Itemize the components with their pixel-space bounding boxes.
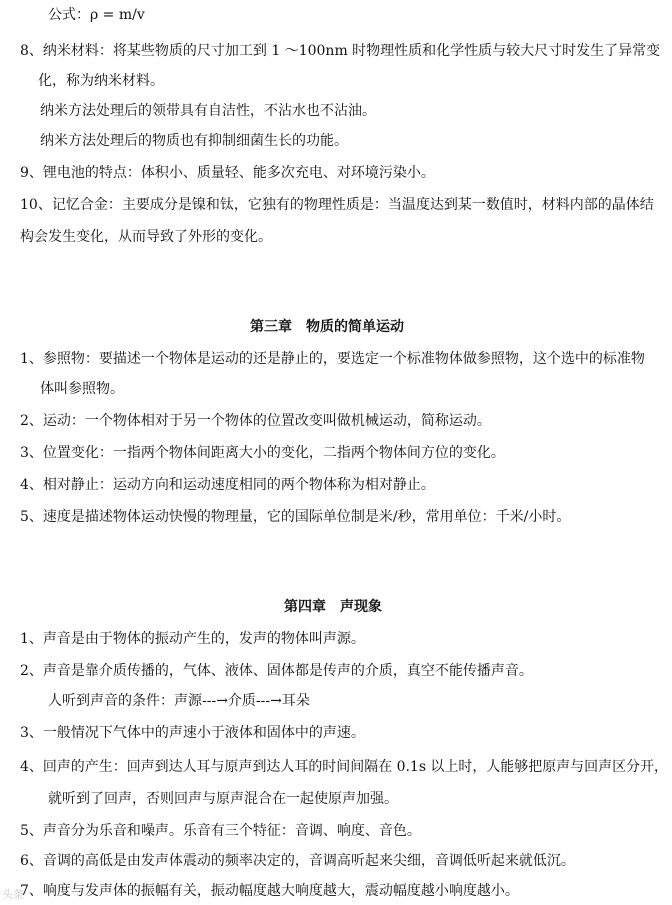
item-nano-material-cont: 化，称为纳米材料。 [38, 73, 164, 89]
item-nano-bacteria: 纳米方法处理后的物质也有抑制细菌生长的功能。 [40, 133, 348, 149]
chapter4-title: 第四章 声现象 [284, 599, 382, 615]
item-memory-alloy-cont: 构会发生变化，从而导致了外形的变化。 [20, 229, 272, 245]
item-memory-alloy: 10、记忆合金：主要成分是镍和钛，它独有的物理性质是：当温度达到某一数值时，材料内部的晶体结 [20, 197, 654, 213]
ch4-item-medium: 2、声音是靠介质传播的，气体、液体、固体都是传声的介质，真空不能传播声音。 [20, 663, 533, 679]
ch4-item-loudness: 7、响度与发声体的振幅有关，振动幅度越大响度越大，震动幅度越小响度越小。 [20, 883, 519, 899]
ch3-item-reference: 1、参照物：要描述一个物体是运动的还是静止的，要选定一个标准物体做参照物，这个选中的标准物 [20, 351, 645, 367]
item-nano-tie: 纳米方法处理后的领带具有自洁性，不沾水也不沾油。 [40, 103, 376, 119]
ch4-item-echo: 4、回声的产生：回声到达人耳与原声到达人耳的时间间隔在 0.1s 以上时，人能够把原声与回声区分开， [20, 759, 668, 775]
ch3-item-reference-cont: 体叫参照物。 [40, 381, 124, 397]
ch3-item-motion: 2、运动：一个物体相对于另一个物体的位置改变叫做机械运动，简称运动。 [20, 413, 491, 429]
ch4-item-sound-source: 1、声音是由于物体的振动产生的，发声的物体叫声源。 [20, 631, 365, 647]
ch3-item-position: 3、位置变化：一指两个物体间距离大小的变化，二指两个物体间方位的变化。 [20, 445, 505, 461]
ch4-item-pitch: 6、音调的高低是由发声体震动的频率决定的，音调高听起来尖细，音调低听起来就低沉。 [20, 853, 575, 869]
ch4-hearing-conditions: 人听到声音的条件：声源---→介质---→耳朵 [48, 693, 310, 709]
watermark-logo: 头条 [2, 888, 24, 901]
ch4-item-echo-cont: 就听到了回声，否则回声与原声混合在一起使原声加强。 [48, 791, 398, 807]
chapter3-title: 第三章 物质的简单运动 [250, 319, 404, 335]
item-lithium-battery: 9、锂电池的特点：体积小、质量轻、能多次充电、对环境污染小。 [20, 165, 435, 181]
item-nano-material: 8、纳米材料：将某些物质的尺寸加工到 1 ～100nm 时物理性质和化学性质与较大尺寸时发生了异常变 [20, 43, 661, 59]
density-formula: 公式：ρ = m/v [48, 7, 145, 23]
ch4-item-music-noise: 5、声音分为乐音和噪声。乐音有三个特征：音调、响度、音色。 [20, 823, 421, 839]
ch3-item-relative-rest: 4、相对静止：运动方向和运动速度相同的两个物体称为相对静止。 [20, 477, 435, 493]
ch4-item-sound-speed: 3、一般情况下气体中的声速小于液体和固体中的声速。 [20, 725, 365, 741]
ch3-item-speed: 5、速度是描述物体运动快慢的物理量，它的国际单位制是米/秒，常用单位：千米/小时。 [20, 509, 571, 525]
